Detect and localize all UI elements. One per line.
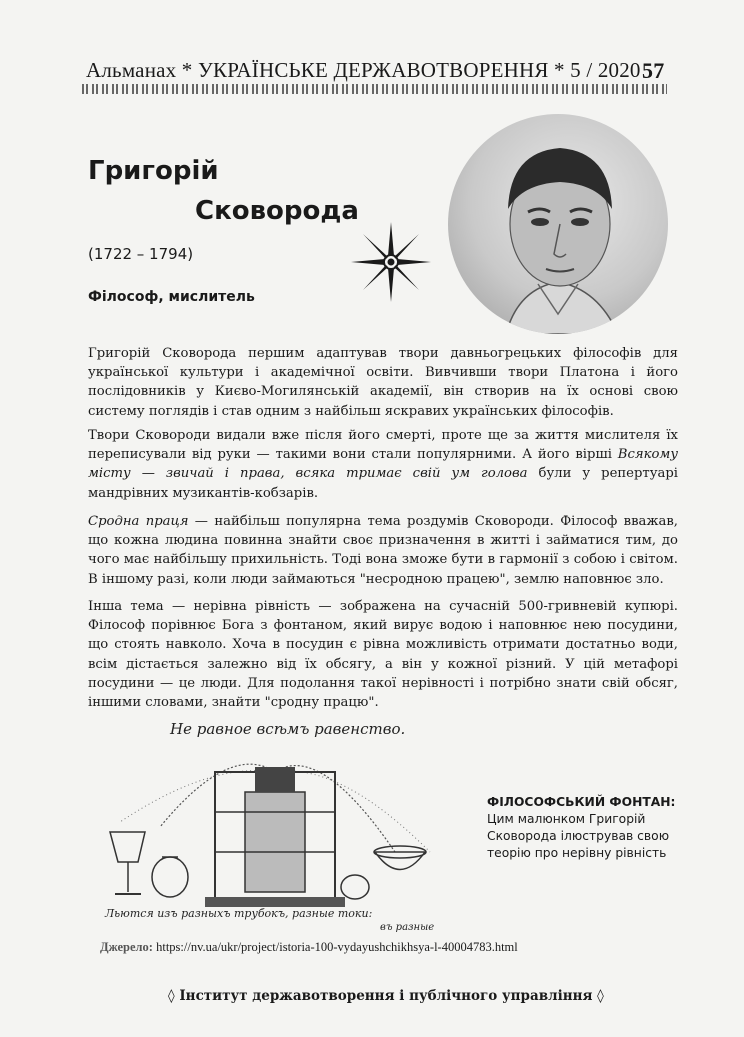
life-years: (1722 – 1794) — [88, 245, 194, 263]
paragraph-3 — [88, 512, 678, 589]
source-label: Джерело: — [100, 940, 153, 954]
portrait-image — [448, 114, 668, 334]
paragraph-3-text: — найбільш популярна тема роздумів Сковороди. Філософ вважав, що кожна людина повинна знайти своє призначення в житті і займатися тим, до чого має найбільшу прихильність. Тоді вона зможе бути в гармонії з собою і світом. В іншому разі, коли люди займаються "несродною працею", землю наповнює зло. — [88, 514, 678, 587]
paragraph-1 — [88, 344, 678, 421]
illustration-bottom-inscription-2: въ разные — [380, 922, 435, 933]
title-first-name: Григорій — [88, 156, 219, 186]
philosophical-fountain-illustration — [100, 712, 450, 934]
illustration-bottom-inscription: Льются изъ разныхъ трубокъ, разные токи: — [105, 907, 373, 920]
paragraph-4 — [88, 597, 678, 712]
illustration-top-inscription: Не равное всѣмъ равенство. — [170, 720, 406, 738]
caption-title: ФІЛОСОФСЬКИЙ ФОНТАН: — [487, 795, 676, 809]
role-subtitle: Філософ, мислитель — [88, 289, 255, 305]
source-line — [100, 940, 620, 955]
paragraph-1-text: Григорій Сковорода першим адаптував твори давньогрецьких філософів для української культури і академічної освіти. Вивчивши твори Платона і його послідовників у Києво-Могилянській академії, він створив на їх основі свою систему поглядів і став одним з найбільш яскравих українських філософів. — [88, 346, 678, 419]
caption-text: Цим малюнком Григорій Сковорода ілюстрував свою теорію про нерівну рівність — [487, 812, 670, 860]
paragraph-2 — [88, 426, 678, 503]
sun-ornament-icon — [351, 222, 431, 302]
header-text: Альманах * УКРАЇНСЬКЕ ДЕРЖАВОТВОРЕННЯ * 5 / 2020 — [86, 58, 641, 82]
title-last-name: Сковорода — [195, 196, 359, 226]
paragraph-2-text-end: були у репертуарі мандрівних музикантів-кобзарів. — [88, 466, 678, 501]
page-footer: ◊ Інститут державотворення і публічного управління ◊ — [168, 988, 604, 1004]
paragraph-2-text-start: Твори Сковороди видали вже після його смерті, проте ще за життя мислителя їх переписували від руки — такими вони стали популярними. А його вірші — [88, 428, 678, 463]
page-number: 57 — [642, 58, 665, 83]
header-ornament-divider — [82, 84, 667, 94]
source-url[interactable]: https://nv.ua/ukr/project/istoria-100-vydayushchikhsya-l-40004783.html — [156, 940, 518, 954]
running-header — [86, 58, 686, 83]
term-srodna-pratsia: Сродна праця — [88, 514, 189, 529]
poem-quote: Всякому місту — звичай і права, всяка тримає свій ум голова — [88, 447, 678, 482]
paragraph-4-text: Інша тема — нерівна рівність — зображена на сучасній 500-гривневій купюрі. Філософ порівнює Бога з фонтаном, який вирує водою і наповнює нею посудини, що стоять навколо. Хоча в посудин є рівна можливість отримати достатньо води, всім дістається залежно від їх обсягу, а він у кожної різний. У цій метафорі посудини — це люди. Для подолання такої нерівності і потрібно знати свій обсяг, іншими словами, знайти "сродну працю". — [88, 599, 678, 711]
figure-caption — [487, 794, 687, 862]
